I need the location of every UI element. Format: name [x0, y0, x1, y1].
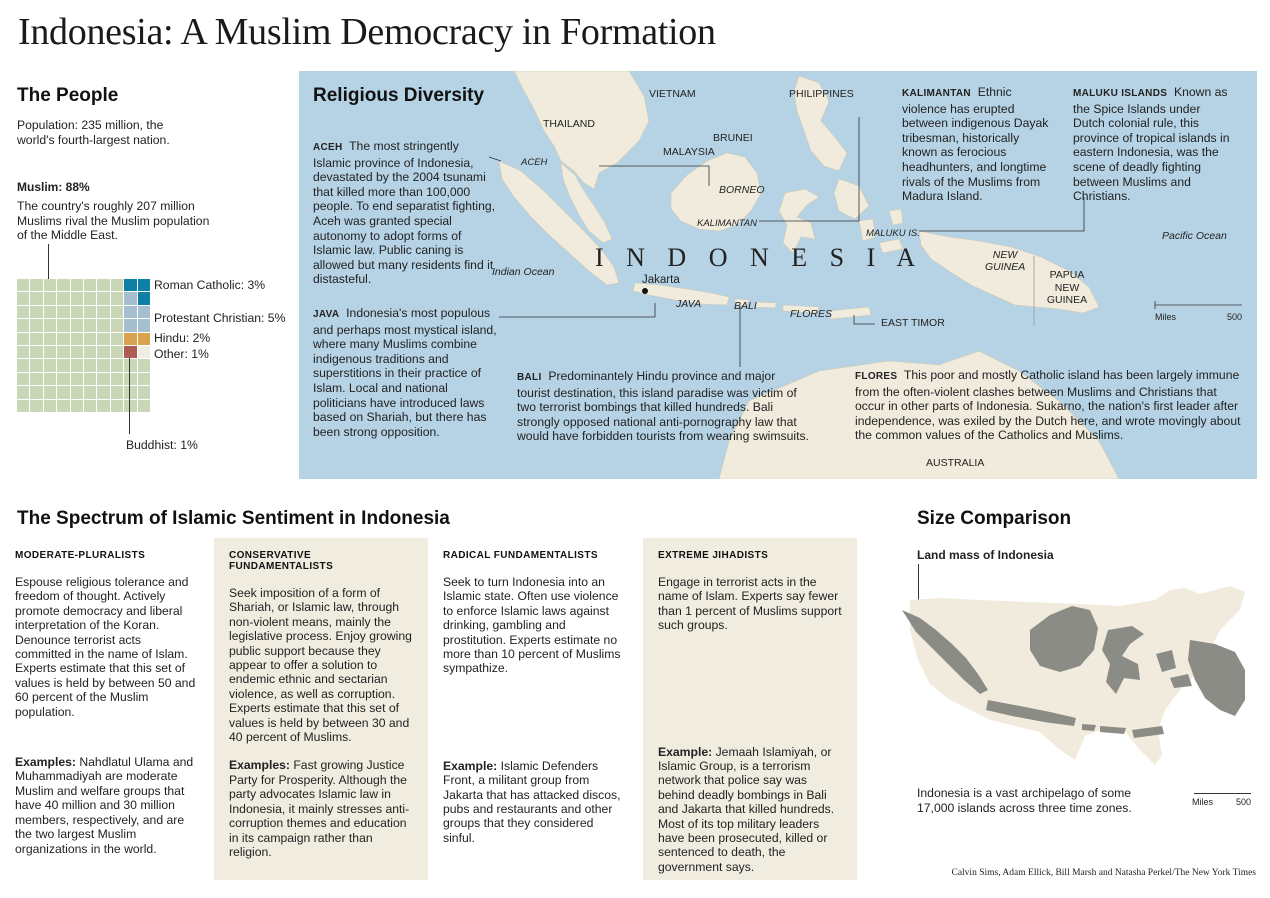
jihadist-examples-label: Example: [658, 744, 713, 759]
waffle-cell-muslim [30, 386, 42, 398]
waffle-cell-muslim [84, 400, 96, 412]
waffle-cell-muslim [30, 279, 42, 291]
bali-note-text: Predominantely Hindu province and major tourist destination, this island paradise was victim of two terrorist bombings that killed hundreds. Bali strongly opposed national anti-pornography law that would have forbidden tourists from wearing swimsuits. [517, 369, 809, 444]
waffle-cell-muslim [44, 400, 56, 412]
radical-examples [443, 759, 628, 845]
label-australia: AUSTRALIA [926, 457, 985, 469]
waffle-cell-muslim [97, 373, 109, 385]
page-title: Indonesia: A Muslim Democracy in Formation [18, 11, 716, 53]
label-pacific-ocean: Pacific Ocean [1162, 230, 1227, 242]
waffle-cell-muslim [71, 359, 83, 371]
waffle-cell-muslim [57, 333, 69, 345]
moderate-head: MODERATE-PLURALISTS [15, 550, 146, 561]
waffle-cell-muslim [44, 279, 56, 291]
waffle-cell-muslim [30, 319, 42, 331]
people-heading: The People [17, 85, 119, 106]
credit-line: Calvin Sims, Adam Ellick, Bill Marsh and Natasha Perkel/The New York Times [951, 868, 1256, 878]
waffle-cell-muslim [30, 373, 42, 385]
waffle-cell-muslim [124, 400, 136, 412]
bali-note [517, 369, 811, 444]
legend-hindu: Hindu: 2% [154, 331, 211, 345]
kalimantan-note [902, 85, 1052, 204]
waffle-cell-protestant [124, 306, 136, 318]
flores-note-text: This poor and mostly Catholic island has been largely immune from the often-violent clashes between Muslims and Christians that occur in other parts of Indonesia. Sukarno, the nation's first leader after independence, was exiled by the Dutch here, and wrote movingly about the common values of the Catholics and Muslims. [855, 368, 1241, 443]
jihadist-examples-text: Jemaah Islamiyah, or Islamic Group, is a terrorism network that police say was behind deadly bombings in Bali and Jakarta that killed hundreds. Most of its top military leaders have been prosecuted, killed or sentenced to death, the government says. [658, 744, 835, 874]
muslim-label: Muslim: 88% [17, 180, 90, 194]
waffle-cell-muslim [84, 373, 96, 385]
jakarta-dot [642, 288, 648, 294]
moderate-examples-label: Examples: [15, 755, 76, 770]
waffle-cell-muslim [111, 319, 123, 331]
label-kalimantan: KALIMANTAN [697, 218, 758, 229]
waffle-cell-muslim [71, 346, 83, 358]
waffle-cell-muslim [97, 306, 109, 318]
waffle-cell-muslim [57, 359, 69, 371]
waffle-cell-muslim [17, 346, 29, 358]
waffle-cell-muslim [17, 319, 29, 331]
waffle-cell-muslim [30, 359, 42, 371]
jihadist-text: Engage in terrorist acts in the name of Islam. Experts say fewer than 1 percent of Muslims support such groups. [658, 575, 842, 633]
jihadist-head: EXTREME JIHADISTS [658, 550, 769, 561]
waffle-cell-muslim [30, 333, 42, 345]
waffle-cell-hindu [124, 333, 136, 345]
spectrum-column-jihadist [643, 538, 857, 880]
waffle-cell-muslim [111, 373, 123, 385]
waffle-cell-muslim [30, 346, 42, 358]
waffle-cell-protestant [138, 306, 150, 318]
java-leader [499, 303, 655, 317]
waffle-cell-hindu [138, 333, 150, 345]
waffle-cell-muslim [57, 292, 69, 304]
size-comparison-map [900, 560, 1260, 790]
map-scale-value: 500 [1227, 312, 1243, 322]
label-indonesia: I N D O N E S I A [595, 243, 924, 272]
waffle-cell-muslim [97, 319, 109, 331]
waffle-cell-muslim [84, 333, 96, 345]
conservative-examples-label: Examples: [229, 758, 290, 773]
waffle-cell-muslim [71, 400, 83, 412]
waffle-cell-muslim [44, 333, 56, 345]
jihadist-examples [658, 745, 845, 875]
religious-diversity-map [299, 71, 1257, 479]
label-philippines: PHILIPPINES [789, 88, 854, 100]
waffle-cell-muslim [84, 306, 96, 318]
size-label: Land mass of Indonesia [917, 548, 1054, 562]
waffle-cell-muslim [17, 386, 29, 398]
maluku-note-text: Known as the Spice Islands under Dutch colonial rule, this province of tropical islands in eastern Indonesia, was the scene of deadly fighting between Muslims and Christians. [1073, 85, 1230, 204]
waffle-cell-muslim [44, 346, 56, 358]
waffle-cell-muslim [30, 306, 42, 318]
radical-examples-label: Example: [443, 758, 498, 773]
waffle-cell-muslim [30, 400, 42, 412]
maluku-note-head: MALUKU ISLANDS [1073, 88, 1168, 99]
label-vietnam: VIETNAM [649, 88, 696, 100]
label-bali: BALI [734, 300, 757, 312]
waffle-cell-muslim [138, 386, 150, 398]
waffle-cell-muslim [138, 400, 150, 412]
aceh-note-text: The most stringently Islamic province of Indonesia, devastated by the 2004 tsunami that killed more than 100,000 people. To end separatist fighting, Aceh was granted special autonomy to adopt forms of Islamic law. Public caning is allowed but many residents find it distasteful. [313, 139, 496, 287]
label-java: JAVA [676, 298, 702, 310]
waffle-cell-muslim [57, 373, 69, 385]
label-papua-new-guinea: PAPUA NEW GUINEA [1046, 269, 1088, 306]
waffle-cell-muslim [84, 279, 96, 291]
legend-catholic: Roman Catholic: 3% [154, 278, 266, 292]
waffle-cell-muslim [17, 333, 29, 345]
waffle-cell-muslim [57, 400, 69, 412]
waffle-cell-muslim [71, 292, 83, 304]
waffle-cell-buddhist [124, 346, 136, 358]
waffle-cell-muslim [44, 373, 56, 385]
waffle-cell-muslim [44, 386, 56, 398]
waffle-cell-muslim [124, 386, 136, 398]
waffle-cell-muslim [44, 319, 56, 331]
waffle-cell-muslim [124, 373, 136, 385]
waffle-cell-muslim [57, 306, 69, 318]
kalimantan-note-head: KALIMANTAN [902, 88, 971, 99]
label-thailand: THAILAND [543, 118, 595, 130]
religion-waffle-chart [17, 279, 150, 412]
indochina-land [514, 71, 649, 189]
label-maluku: MALUKU IS. [866, 228, 920, 239]
waffle-cell-muslim [84, 292, 96, 304]
waffle-cell-muslim [84, 359, 96, 371]
waffle-cell-muslim [30, 292, 42, 304]
radical-examples-text: Islamic Defenders Front, a militant group from Jakarta that has attacked discos, pubs and restaurants and other groups that they considered sinful. [443, 758, 621, 845]
spectrum-column-moderate [0, 538, 214, 878]
waffle-cell-muslim [84, 319, 96, 331]
waffle-cell-catholic [138, 279, 150, 291]
waffle-cell-muslim [57, 279, 69, 291]
spectrum-heading: The Spectrum of Islamic Sentiment in Indonesia [17, 508, 450, 529]
conservative-examples-text: Fast growing Justice Party for Prosperity. Although the party advocates Islamic law in Indonesia, it mainly stresses anti-corruption themes and education in its campaign rather than religion. [229, 758, 410, 859]
size-scale-unit: Miles [1192, 797, 1214, 807]
waffle-cell-muslim [71, 386, 83, 398]
waffle-cell-muslim [44, 306, 56, 318]
waffle-cell-muslim [57, 319, 69, 331]
waffle-cell-muslim [17, 359, 29, 371]
aceh-note [313, 139, 499, 287]
label-malaysia: MALAYSIA [663, 146, 715, 158]
radical-head: RADICAL FUNDAMENTALISTS [443, 550, 598, 561]
waffle-cell-muslim [111, 400, 123, 412]
waffle-cell-protestant [138, 319, 150, 331]
waffle-cell-muslim [71, 333, 83, 345]
java-note-head: JAVA [313, 309, 340, 320]
waffle-cell-catholic [138, 292, 150, 304]
muslim-text: The country's roughly 207 million Muslims rival the Muslim population of the Middle East. [17, 199, 210, 243]
waffle-cell-muslim [97, 292, 109, 304]
waffle-cell-muslim [111, 279, 123, 291]
size-scale-bar [1194, 793, 1251, 794]
buddhist-leader-line [129, 358, 130, 434]
moderate-examples [15, 755, 200, 856]
waffle-cell-muslim [97, 386, 109, 398]
waffle-cell-muslim [84, 346, 96, 358]
waffle-cell-protestant [124, 319, 136, 331]
label-indian-ocean: Indian Ocean [492, 266, 555, 278]
size-heading: Size Comparison [917, 508, 1072, 529]
waffle-cell-muslim [71, 306, 83, 318]
waffle-cell-muslim [111, 333, 123, 345]
legend-protestant: Protestant Christian: 5% [154, 311, 286, 325]
legend-other: Other: 1% [154, 347, 209, 361]
java-note [313, 306, 499, 439]
waffle-cell-muslim [57, 386, 69, 398]
maluku-note [1073, 85, 1235, 204]
label-jakarta: Jakarta [642, 274, 680, 286]
waffle-cell-muslim [17, 373, 29, 385]
waffle-cell-muslim [71, 279, 83, 291]
waffle-cell-muslim [97, 346, 109, 358]
waffle-cell-muslim [111, 359, 123, 371]
waffle-cell-muslim [57, 346, 69, 358]
population-text: Population: 235 million, the world's fourth-largest nation. [17, 118, 170, 147]
spectrum-column-conservative [214, 538, 428, 880]
waffle-cell-muslim [111, 292, 123, 304]
flores-note-head: FLORES [855, 371, 898, 382]
waffle-cell-muslim [138, 359, 150, 371]
waffle-cell-other [138, 346, 150, 358]
kalimantan-note-text: Ethnic violence has erupted between indigenous Dayak tribesman, historically known as ferocious headhunters, and longtime rivals of the Muslims from Madura Island. [902, 85, 1049, 204]
waffle-cell-muslim [97, 333, 109, 345]
label-brunei: BRUNEI [713, 132, 753, 144]
label-flores: FLORES [790, 308, 833, 320]
mindanao-land [834, 179, 869, 219]
bali-note-head: BALI [517, 372, 542, 383]
legend-buddhist: Buddhist: 1% [126, 438, 198, 452]
java-note-text: Indonesia's most populous and perhaps most mystical island, where many Muslims combine indigenous traditions and superstitions in their practice of Islam. Local and national politicians have introduced laws based on Shariah, but there has been strong opposition. [313, 306, 497, 439]
radical-text: Seek to turn Indonesia into an Islamic state. Often use violence to enforce Islamic laws against drinking, gambling and prostitution. Experts estimate no more than 10 percent of Muslims sympathize. [443, 575, 621, 676]
conservative-head: CONSERVATIVE FUNDAMENTALISTS [229, 550, 334, 572]
waffle-cell-muslim [71, 319, 83, 331]
waffle-cell-muslim [44, 359, 56, 371]
map-heading: Religious Diversity [313, 85, 485, 106]
muslim-leader-line [48, 244, 49, 280]
conservative-examples [229, 758, 414, 859]
conservative-text: Seek imposition of a form of Shariah, or Islamic law, through non-violent means, mainly the legislative process. Enjoy growing public support because they appear to offer a solution to endemic ethnic and sectarian violence, as well as corruption. Experts estimate that this set of values is held by between 30 and 40 percent of Muslims. [229, 586, 412, 745]
overlay-papua [1188, 640, 1245, 716]
waffle-cell-muslim [111, 346, 123, 358]
waffle-cell-muslim [84, 386, 96, 398]
spectrum-column-radical [428, 538, 642, 878]
waffle-cell-muslim [111, 306, 123, 318]
waffle-cell-muslim [97, 400, 109, 412]
waffle-cell-protestant [124, 292, 136, 304]
waffle-cell-muslim [17, 279, 29, 291]
size-scale-value: 500 [1236, 797, 1252, 807]
flores-note [855, 368, 1249, 443]
waffle-cell-muslim [138, 373, 150, 385]
waffle-cell-muslim [17, 400, 29, 412]
size-caption: Indonesia is a vast archipelago of some 17,000 islands across three time zones. [917, 786, 1132, 815]
waffle-cell-muslim [97, 279, 109, 291]
waffle-cell-muslim [124, 359, 136, 371]
waffle-cell-muslim [71, 373, 83, 385]
waffle-cell-catholic [124, 279, 136, 291]
map-scale-unit: Miles [1155, 312, 1177, 322]
label-east-timor: EAST TIMOR [881, 317, 945, 329]
label-borneo: BORNEO [719, 184, 765, 196]
waffle-cell-muslim [17, 306, 29, 318]
label-new-guinea: NEW GUINEA [985, 249, 1026, 273]
waffle-cell-muslim [44, 292, 56, 304]
moderate-text: Espouse religious tolerance and freedom of thought. Actively promote democracy and liberal interpretation of the Koran. Denounce terrorist acts committed in the name of Islam. Experts estimate that this set of values is held by between 50 and 60 percent of the Muslim population. [15, 575, 196, 719]
waffle-cell-muslim [111, 386, 123, 398]
aceh-note-head: ACEH [313, 142, 343, 153]
waffle-cell-muslim [17, 292, 29, 304]
label-aceh: ACEH [521, 157, 548, 168]
waffle-cell-muslim [97, 359, 109, 371]
moderate-examples-text: Nahdlatul Ulama and Muhammadiyah are moderate Muslim and welfare groups that have 40 million and 30 million members, respectively, and are the two largest Muslim organizations in the world. [15, 755, 194, 856]
